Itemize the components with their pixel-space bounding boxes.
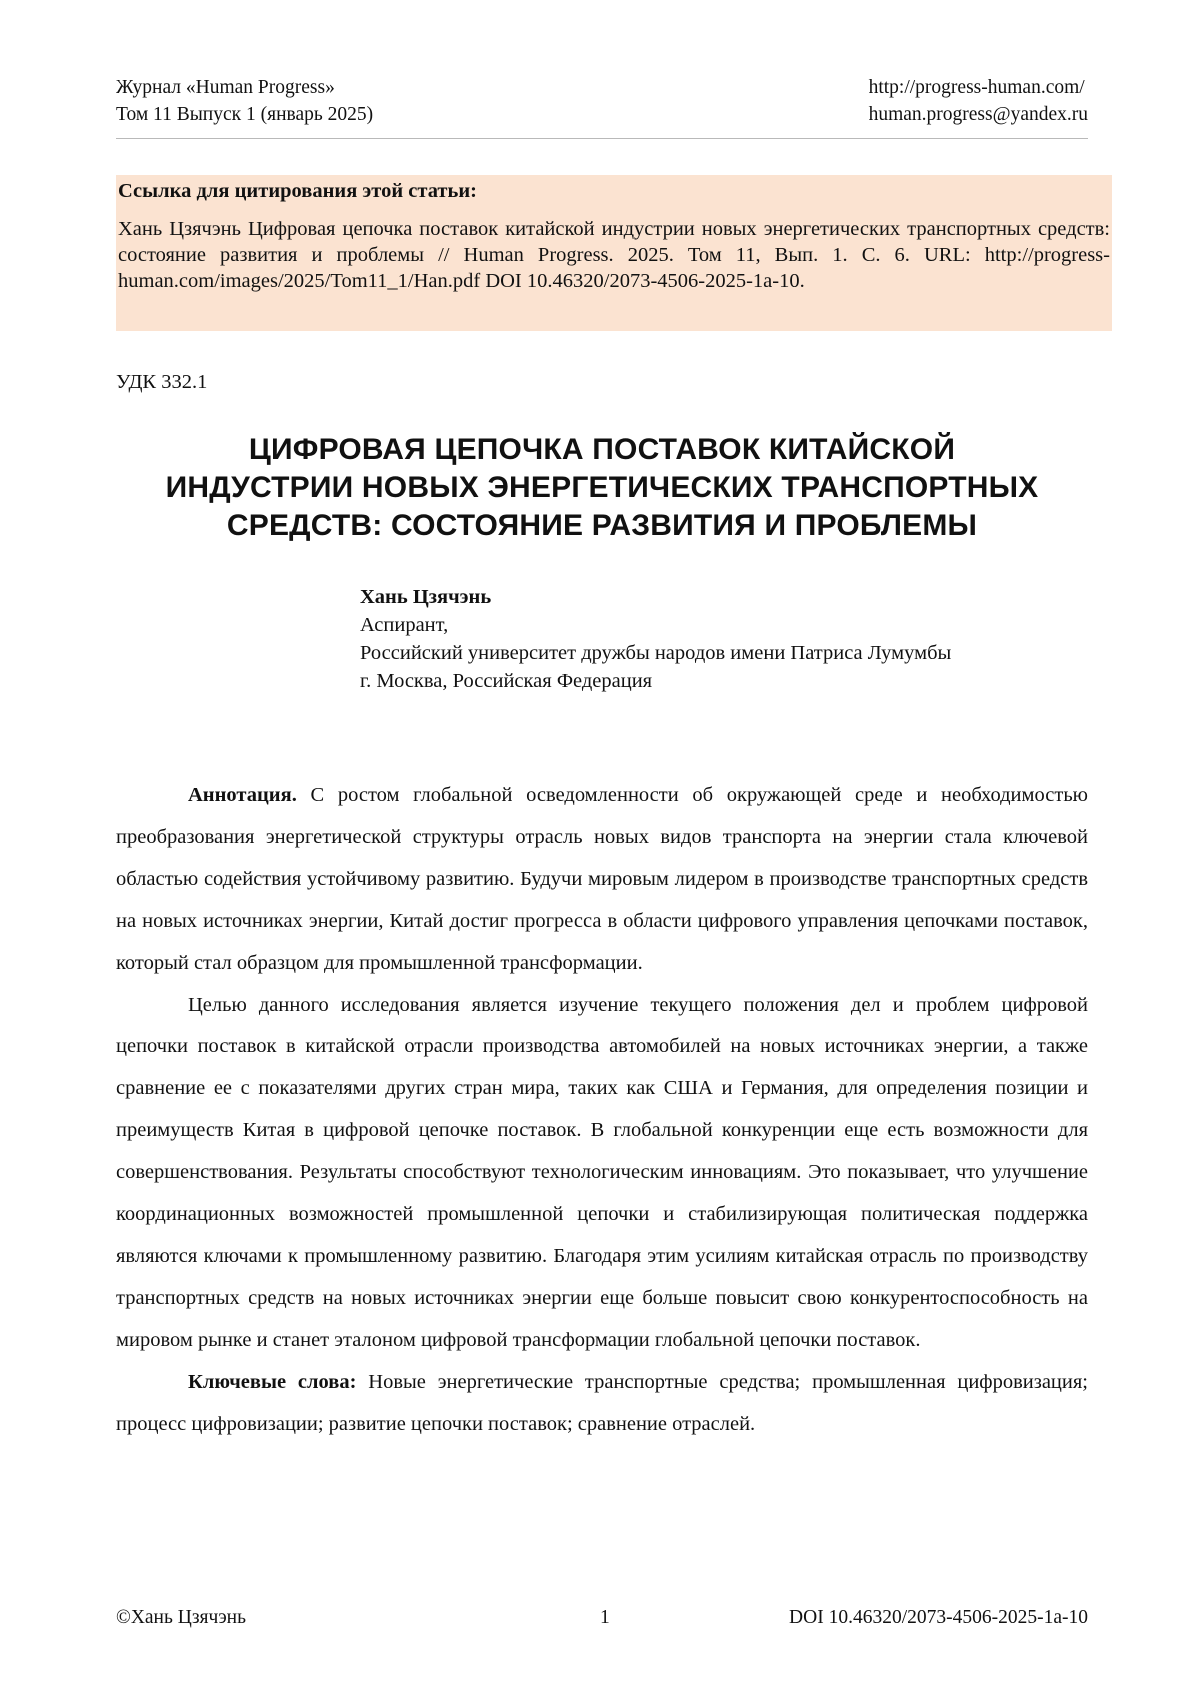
journal-url[interactable]: http://progress-human.com/ bbox=[868, 77, 1085, 98]
abstract-paragraph-1 bbox=[116, 775, 1088, 985]
keywords-paragraph bbox=[116, 1362, 1088, 1446]
abstract-label: Аннотация. bbox=[188, 784, 297, 806]
footer-copyright: ©Хань Цзячэнь bbox=[116, 1607, 247, 1628]
article-title bbox=[116, 431, 1088, 545]
journal-issue: Том 11 Выпуск 1 (январь 2025) bbox=[116, 104, 374, 125]
author-name: Хань Цзячэнь bbox=[360, 586, 492, 608]
udk-code: УДК 332.1 bbox=[116, 371, 208, 393]
abstract-section bbox=[116, 775, 1088, 1446]
author-affiliation: Российский университет дружбы народов имени Патриса Лумумбы bbox=[360, 642, 952, 664]
author-block bbox=[360, 583, 951, 695]
journal-name: Журнал «Human Progress» bbox=[116, 77, 335, 98]
abstract-text-1: С ростом глобальной осведомленности об окружающей среде и необходимостью преобразования энергетической структуры отрасль новых видов транспорта на энергии стала ключевой областью содействия устойчивому развитию. Будучи мировым лидером в производстве транспортных средств на новых источниках энергии, Китай достиг прогресса в области цифрового управления цепочками поставок, который стал образцом для промышленной трансформации. bbox=[116, 784, 1088, 974]
title-line: ЦИФРОВАЯ ЦЕПОЧКА ПОСТАВОК КИТАЙСКОЙ bbox=[248, 433, 956, 466]
keywords-text: Новые энергетические транспортные средства; промышленная цифровизация; процесс цифровизации; развитие цепочки поставок; сравнение отраслей. bbox=[116, 1370, 1088, 1435]
title-line: ИНДУСТРИИ НОВЫХ ЭНЕРГЕТИЧЕСКИХ ТРАНСПОРТНЫХ bbox=[165, 471, 1039, 504]
citation-box bbox=[116, 175, 1112, 331]
footer-doi: DOI 10.46320/2073-4506-2025-1a-10 bbox=[789, 1607, 1088, 1628]
journal-info bbox=[116, 74, 373, 128]
author-location: г. Москва, Российская Федерация bbox=[360, 670, 653, 692]
citation-text: Хань Цзячэнь Цифровая цепочка поставок китайской индустрии новых энергетических транспортных средств: состояние развития и проблемы // Human Progress. 2025. Том 11, Вып. 1. С. 6. URL: http://progress-human.com/images/2025/Tom11_1/Han.pdf DOI 10.46320/2073-4506-2025-1a-10. bbox=[118, 218, 1110, 292]
journal-email[interactable]: human.progress@yandex.ru bbox=[868, 104, 1088, 125]
author-position: Аспирант, bbox=[360, 614, 449, 636]
header-divider bbox=[116, 138, 1088, 139]
keywords-label: Ключевые слова: bbox=[188, 1370, 357, 1393]
journal-contacts bbox=[869, 74, 1088, 128]
abstract-paragraph-2: Целью данного исследования является изучение текущего положения дел и проблем цифровой цепочки поставок в китайской отрасли производства автомобилей на новых источниках энергии, а также сравнение ее с показателями других стран мира, таких как США и Германия, для определения позиции и преимуществ Китая в цифровой цепочке поставок. В глобальной конкуренции еще есть возможности для совершенствования. Результаты способствуют технологическим инновациям. Это показывает, что улучшение координационных возможностей промышленной цепочки и стабилизирующая политическая поддержка являются ключами к промышленному развитию. Благодаря этим усилиям китайская отрасль по производству транспортных средств на новых источниках энергии еще больше повысит свою конкурентоспособность на мировом рынке и станет эталоном цифровой трансформации глобальной цепочки поставок. bbox=[116, 993, 1088, 1351]
page-number: 1 bbox=[600, 1607, 610, 1628]
citation-title: Ссылка для цитирования этой статьи: bbox=[118, 180, 477, 202]
title-line: СРЕДСТВ: СОСТОЯНИЕ РАЗВИТИЯ И ПРОБЛЕМЫ bbox=[226, 509, 978, 542]
